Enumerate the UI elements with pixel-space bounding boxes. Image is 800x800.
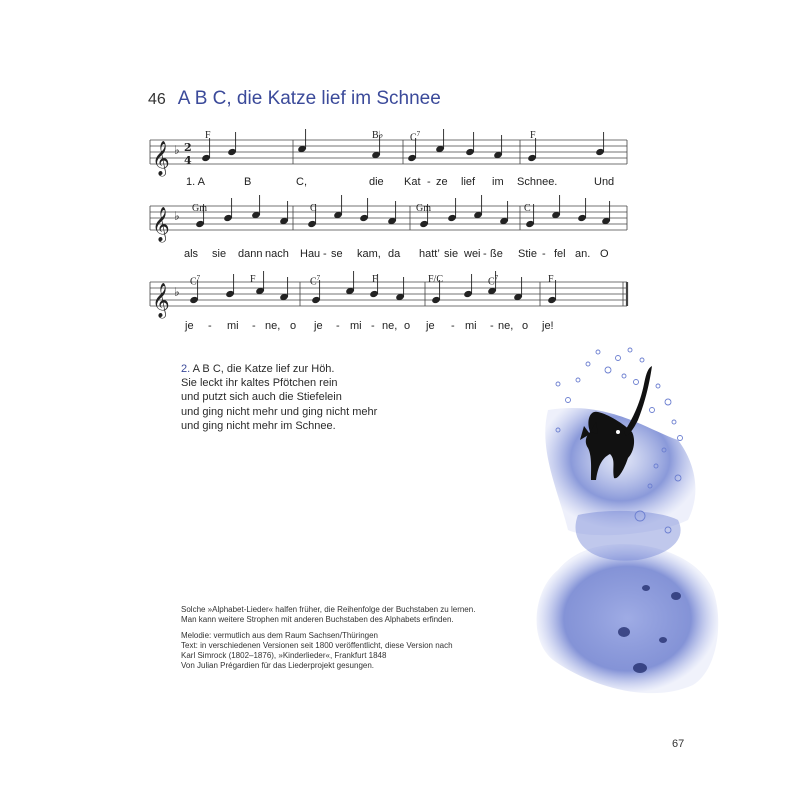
verse-line: Sie leckt ihr kaltes Pfötchen rein [181,377,338,390]
chord-symbol: F/C [428,274,444,285]
page-number: 67 [672,738,685,750]
verse-2 [181,362,377,433]
lyric-syllable: B [244,176,252,188]
notes-intro-line: Man kann weitere Strophen mit anderen Buchstaben des Alphabets erfinden. [181,615,454,625]
chord-symbol: F [372,274,378,285]
chord-extension: 7 [196,274,201,282]
verse-line: und ging nicht mehr und ging nicht mehr [181,405,378,418]
time-signature-top: 2 [184,141,192,154]
lyric-syllable: o [290,320,297,332]
chord-symbol: C [310,203,317,214]
notes-intro-line: Solche »Alphabet-Lieder« halfen früher, die Reihenfolge der Buchstaben zu lernen. [181,605,476,614]
lyric-syllable: nach [265,248,289,260]
lyric-syllable: - [252,320,256,332]
lyric-syllable: o [522,320,529,332]
lyric-syllable: Schnee. [517,176,558,188]
lyric-syllable: C, [296,176,307,188]
verse-line: 2. A B C, die Katze lief zur Höh. [181,363,335,375]
time-signature-bottom: 4 [184,154,192,167]
lyric-syllable: se [331,248,343,260]
notes-credit-line: Karl Simrock (1802–1876), »Kinderlieder«, Frankfurt 1848 [181,651,387,661]
chord-extension: 7 [416,130,421,138]
verse-line: und ging nicht mehr im Schnee. [181,419,336,432]
lyric-syllable: sie [212,248,227,260]
lyric-syllable: 1. A [186,176,205,188]
lyric-syllable: die [369,176,384,188]
lyric-syllable: da [388,248,401,260]
song-notes [181,605,475,672]
chord-symbol: Gm [192,203,207,214]
lyric-syllable: je! [542,320,554,332]
lyric-syllable: im [492,176,504,188]
lyric-syllable: mi [350,320,362,332]
notes-performer-line: Von Julian Prégardien für das Liederprojekt gesungen. [181,661,375,671]
chord-extension: 7 [316,274,321,282]
song-number: 46 [148,91,166,108]
chord-extension: 7 [494,274,499,282]
key-flat-icon: ♭ [174,209,180,223]
lyric-syllable: Hau [300,248,321,260]
verse-number: 2. [181,363,191,375]
lyric-syllable: ze [436,176,448,188]
lyric-syllable: mi [227,320,239,332]
lyric-syllable: o [404,320,411,332]
chord-symbol: $C^7$ [310,274,321,288]
lyric-syllable: - [451,320,455,332]
lyric-syllable: - [208,320,212,332]
chord-symbol: F [250,274,256,285]
lyric-syllable: Kat [404,176,421,188]
treble-clef-icon: 𝄞 [152,283,170,318]
snow-wash-lower [537,544,719,693]
treble-clef-icon: 𝄞 [152,207,170,242]
treble-clef-icon: 𝄞 [152,141,170,176]
verse-line: und putzt sich auch die Stiefelein [181,391,342,404]
notes-credit-line: Text: in verschiedenen Versionen seit 1800 veröffentlicht, diese Version nach [181,640,453,650]
lyric-syllable: Stie [518,248,537,260]
chord-symbol: Gm [416,203,431,214]
lyric-syllable: je [314,320,323,332]
lyric-syllable: - [336,320,340,332]
chord-symbol: F [205,130,211,141]
lyric-syllable: - [490,320,494,332]
lyric-syllable: - [483,248,487,260]
key-flat-icon: ♭ [174,143,180,157]
lyric-syllable: hatt’ [419,248,440,260]
lyric-syllable: - [371,320,375,332]
chord-symbol: C [524,203,531,214]
lyric-syllable: Und [594,176,615,188]
lyric-syllable: - [427,176,431,188]
lyric-syllable: ne, [382,320,398,332]
cat-in-snow-illustration [528,340,724,710]
lyric-syllable: O [600,248,609,260]
key-flat-icon: ♭ [174,285,180,299]
lyric-syllable: dann [238,248,263,260]
chord-symbol: F [530,130,536,141]
chord-symbol: F [548,274,554,285]
lyric-syllable: ße [490,248,503,260]
song-title: A B C, die Katze lief im Schnee [177,88,441,109]
lyric-syllable: je [426,320,435,332]
lyric-syllable: fel [554,248,566,260]
lyric-syllable: ne, [265,320,281,332]
lyric-syllable: sie [444,248,459,260]
lyric-syllable: - [323,248,327,260]
lyric-syllable: als [184,248,199,260]
chord-symbol: $C^7$ [190,274,201,288]
lyric-syllable: lief [461,176,476,188]
lyric-syllable: mi [465,320,477,332]
lyric-syllable: ne, [498,320,514,332]
lyric-syllable: je [185,320,194,332]
sheet-music [0,0,800,360]
lyric-syllable: - [542,248,546,260]
lyric-syllable: wei [464,248,481,260]
chord-symbol: $C^7$ [488,274,499,288]
chord-symbol: $C^7$ [410,130,421,144]
lyric-syllable: an. [575,248,591,260]
lyric-syllable: kam, [357,248,381,260]
notes-credit-line: Melodie: vermutlich aus dem Raum Sachsen/Thüringen [181,630,378,640]
chord-symbol: B♭ [372,130,384,141]
